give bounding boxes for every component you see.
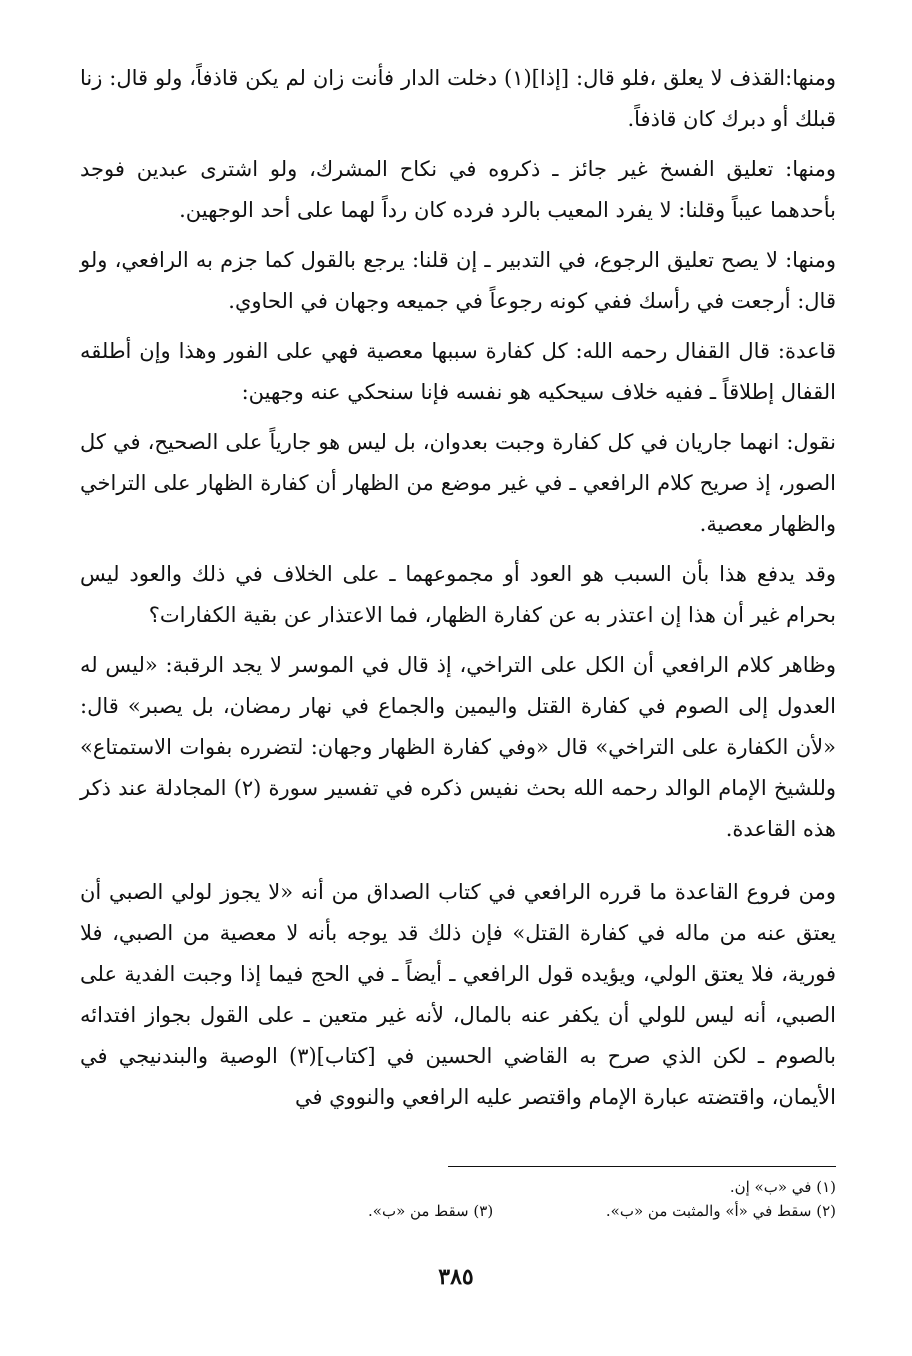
footnote-divider — [448, 1166, 836, 1167]
footnote-1: (١) في «ب» إن. — [729, 1178, 836, 1196]
paragraph-tadbir: ومنها: لا يصح تعليق الرجوع، في التدبير ـ إن قلنا: يرجع بالقول كما جزم به الرافعي، ولو قال: أرجعت في رأسك ففي كونه رجوعاً في جميعه وجهان في الحاوي. — [80, 248, 836, 313]
paragraph-furu: ومن فروع القاعدة ما قرره الرافعي في كتاب الصداق من أنه «لا يجوز لولي الصبي أن يعتق عنه من ماله في كفارة القتل» فإن ذلك قد يوجه بأنه لا معصية من الصبي، فلا فورية، فلا يعتق الولي، ويؤيده قول الرافعي ـ أيضاً ـ في الحج فيما إذا وجبت الفدية على الصبي، أنه ليس للولي أن يكفر عنه بالمال، لأنه غير متعين ـ على القول بجواز افتدائه بالصوم ـ لكن الذي صرح به القاضي الحسين في [كتاب](٣) الوصية والبندنيجي في الأيمان، واقتضته عبارة الإمام واقتصر عليه الرافعي والنووي في — [80, 880, 836, 1109]
page-body — [80, 58, 836, 1118]
paragraph-awd: وقد يدفع هذا بأن السبب هو العود أو مجموعهما ـ على الخلاف في ذلك والعود ليس بحرام غير أن هذا إن اعتذر به عن كفارة الظهار، فما الاعتذار عن بقية الكفارات؟ — [80, 562, 836, 627]
footnote-3: (٣) سقط من «ب». — [368, 1202, 494, 1220]
paragraph-tarakhi: وظاهر كلام الرافعي أن الكل على التراخي، إذ قال في الموسر لا يجد الرقبة: «ليس له العدول إلى الصوم في كفارة القتل واليمين والجماع في نهار رمضان، بل يصبر» قال: «لأن الكفارة على التراخي» قال «وفي كفارة الظهار وجهان: لتضرره بفوات الاستمتاع» وللشيخ الإمام الوالد رحمه الله بحث نفيس ذكره في تفسير سورة (٢) المجادلة عند ذكر هذه القاعدة. — [80, 653, 836, 841]
footnote-2: (٢) سقط في «أ» والمثبت من «ب». — [605, 1202, 836, 1220]
paragraph-naqul: نقول: انهما جاريان في كل كفارة وجبت بعدوان، بل ليس هو جارياً على الصحيح، في كل الصور، إذ صريح كلام الرافعي ـ في غير موضع من الظهار أن كفارة الظهار على التراخي والظهار معصية. — [80, 430, 837, 536]
page-number: ٣٨٥ — [438, 1264, 474, 1290]
paragraph-qadhf: ومنها:القذف لا يعلق ،فلو قال: [إذا](١) دخلت الدار فأنت زان لم يكن قاذفاً، ولو قال: زنا قبلك أو دبرك كان قاذفاً. — [80, 66, 837, 131]
paragraph-qaida: قاعدة: قال القفال رحمه الله: كل كفارة سببها معصية فهي على الفور وهذا وإن أطلقه القفال إطلاقاً ـ ففيه خلاف سيحكيه هو نفسه فإنا سنحكي عنه وجهين: — [80, 339, 836, 404]
paragraph-faskh: ومنها: تعليق الفسخ غير جائز ـ ذكروه في نكاح المشرك، ولو اشترى عبدين فوجد بأحدهما عيباً وقلنا: لا يفرد المعيب بالرد فرده كان رداً لهما على أحد الوجهين. — [80, 157, 836, 222]
